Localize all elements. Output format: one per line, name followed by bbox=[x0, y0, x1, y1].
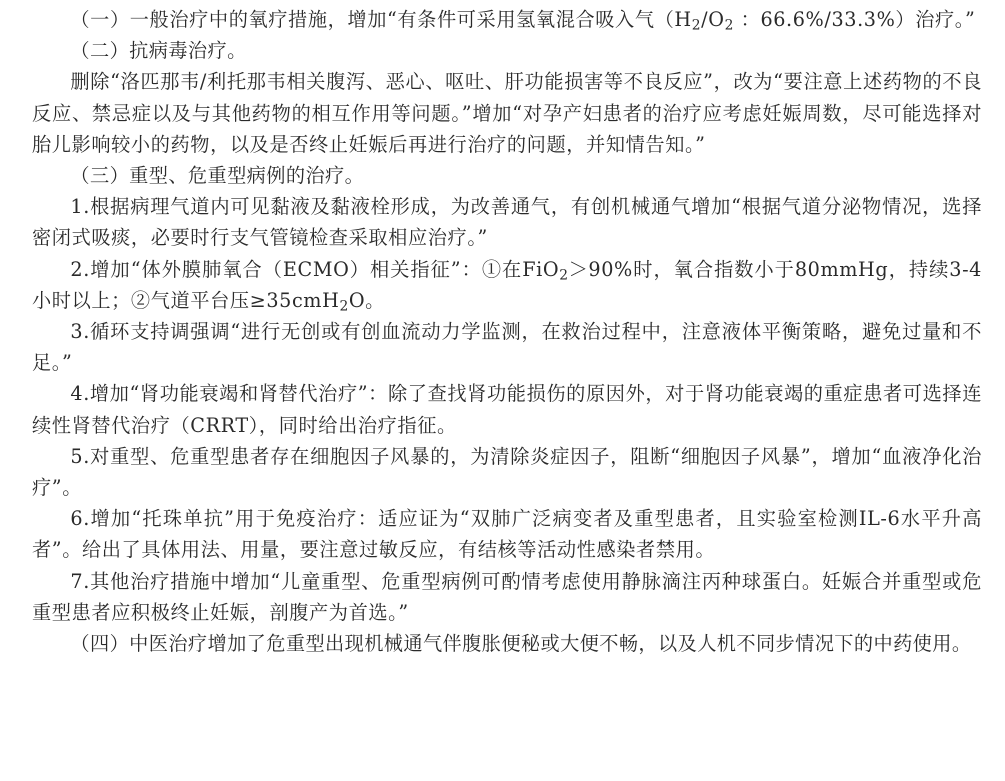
text-segment: 1.根据病理气道内可见黏液及黏液栓形成，为改善通气，有创机械通气增加“根据气道分泌物情况，选择密闭式吸痰，必要时行支气管镜检查采取相应治疗。” bbox=[32, 195, 982, 250]
list-item-7 bbox=[32, 566, 982, 628]
list-item-4 bbox=[32, 378, 982, 440]
text-segment: ：66.6%/33.3%）治疗。” bbox=[733, 8, 976, 31]
text-segment: （二）抗病毒治疗。 bbox=[70, 39, 247, 63]
subscript: 2 bbox=[691, 17, 702, 34]
subscript: 2 bbox=[724, 17, 734, 34]
paragraph-antiviral-changes bbox=[32, 66, 982, 160]
text-segment: （四）中医治疗增加了危重型出现机械通气伴腹胀便秘或大便不畅，以及人机不同步情况下的中药使用。 bbox=[70, 632, 972, 656]
subscript: 2 bbox=[339, 298, 349, 315]
section-heading-severe-cases bbox=[32, 160, 982, 191]
list-item-1 bbox=[32, 191, 982, 253]
text-segment: /O bbox=[701, 8, 725, 31]
text-segment: 4.增加“肾功能衰竭和肾替代治疗”：除了查找肾功能损伤的原因外，对于肾功能衰竭的重症患者可选择连续性肾替代治疗（CRRT），同时给出治疗指征。 bbox=[32, 382, 982, 437]
text-segment: 3.循环支持调强调“进行无创或有创血流动力学监测，在救治过程中，注意液体平衡策略，避免过量和不足。” bbox=[32, 320, 982, 375]
subscript: 2 bbox=[559, 267, 569, 284]
text-segment: ＞90%时，氧合指数小于80mmHg，持续3-4小时以上；②气道平台压≥35cmH bbox=[32, 257, 982, 312]
text-segment: 2.增加“体外膜肺氧合（ECMO）相关指征”：①在FiO bbox=[70, 257, 560, 281]
list-item-6 bbox=[32, 503, 982, 565]
text-segment: （三）重型、危重型病例的治疗。 bbox=[70, 164, 365, 188]
text-segment: （一）一般治疗中的氧疗措施，增加“有条件可采用氢氧混合吸入气（H bbox=[70, 8, 692, 31]
text-segment: 5.对重型、危重型患者存在细胞因子风暴的，为清除炎症因子，阻断“细胞因子风暴”，增加“血液净化治疗”。 bbox=[32, 444, 982, 500]
text-segment: 7.其他治疗措施中增加“儿童重型、危重型病例可酌情考虑使用静脉滴注丙种球蛋白。妊娠合并重型或危重型患者应积极终止妊娠，剖腹产为首选。” bbox=[32, 569, 982, 624]
list-item-2 bbox=[32, 254, 982, 316]
paragraph-tcm-treatment bbox=[32, 628, 982, 659]
text-segment: 删除“洛匹那韦/利托那韦相关腹泻、恶心、呕吐、肝功能损害等不良反应”，改为“要注意上述药物的不良反应、禁忌症以及与其他药物的相互作用等问题。”增加“对孕产妇患者的治疗应考虑妊娠周数，尽可能选择对胎儿影响较小的药物，以及是否终止妊娠后再进行治疗的问题，并知情告知。” bbox=[32, 70, 982, 156]
list-item-5 bbox=[32, 441, 982, 503]
text-segment: O。 bbox=[348, 288, 385, 312]
section-heading-antiviral bbox=[32, 35, 982, 66]
text-segment: 6.增加“托珠单抗”用于免疫治疗：适应证为“双肺广泛病变者及重型患者，且实验室检测IL-6水平升高者”。给出了具体用法、用量，要注意过敏反应，有结核等活动性感染者禁用。 bbox=[32, 507, 982, 562]
paragraph-oxygen-therapy bbox=[32, 4, 982, 35]
document-body bbox=[32, 4, 982, 659]
list-item-3 bbox=[32, 316, 982, 378]
